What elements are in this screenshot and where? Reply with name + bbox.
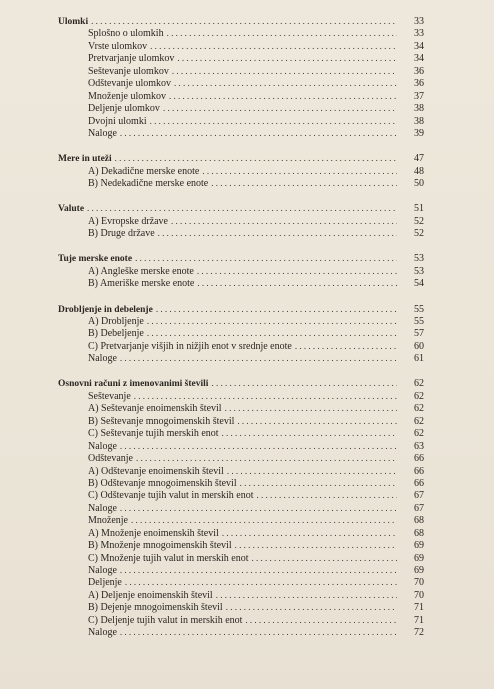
toc-entry [58,514,424,526]
dot-leader [245,614,397,626]
toc-entry-label: A) Seštevanje enoimenskih števil [88,403,222,415]
toc-page-number: 51 [414,203,424,215]
toc-section-heading [58,377,424,389]
dot-leader [174,77,397,89]
toc-page-number: 38 [414,115,424,127]
toc-entry-label: Tuje merske enote [58,254,133,265]
toc-entry [58,589,424,601]
toc-page-number: 62 [414,415,424,427]
toc-page-number: 55 [414,315,424,327]
toc-entry [58,165,424,177]
toc-entry [58,440,424,452]
toc-entry-label: Drobljenje in debelenje [58,304,153,315]
toc-entry-label: Naloge [88,502,117,514]
toc-entry-label: B) Seštevanje mnogoimenskih števil [88,415,235,427]
toc-section-heading [58,252,424,264]
toc-entry-label: Deljenje ulomkov [88,103,160,115]
toc-entry-label: A) Angleške merske enote [88,265,194,277]
toc-entry [58,527,424,539]
toc-entry [58,27,424,39]
toc-page-number: 63 [414,440,424,452]
dot-leader [211,377,397,389]
toc-entry-label: Mere in uteži [58,154,112,165]
toc-entry-label: C) Pretvarjanje višjih in nižjih enot v srednje enote [88,340,292,352]
toc-entry [58,402,424,414]
toc-entry [58,215,424,227]
toc-entry [58,427,424,439]
toc-entry-label: Seštevanje ulomkov [88,65,169,77]
dot-leader [87,202,397,214]
toc-entry [58,327,424,339]
toc-entry [58,227,424,239]
dot-leader [125,576,397,588]
dot-leader [222,427,397,439]
dot-leader [240,477,397,489]
dot-leader [252,552,397,564]
toc-page-number: 36 [414,78,424,90]
toc-page-number: 71 [414,614,424,626]
toc-entry-label: A) Drobljenje [88,315,144,327]
toc-page-number: 48 [414,165,424,177]
toc-entry [58,277,424,289]
toc-entry-label: Odštevanje ulomkov [88,78,172,90]
toc-page-number: 55 [414,303,424,315]
toc-page-number: 54 [414,278,424,290]
toc-entry [58,390,424,402]
toc-entry-label: B) Dejenje mnogoimenskih števil [88,602,223,614]
toc-page-number: 60 [414,340,424,352]
toc-page-number: 72 [414,627,424,639]
toc-entry-label: Splošno o ulomkih [88,28,164,40]
dot-leader [257,489,397,501]
toc-page-number: 66 [414,465,424,477]
toc-page-number: 70 [414,589,424,601]
toc-page-number: 71 [414,602,424,614]
toc-entry-label: B) Druge države [88,228,155,240]
dot-leader [91,15,397,27]
toc-entry-label: A) Dekadične merske enote [88,165,200,177]
toc-entry-label: B) Množenje mnogoimenskih števil [88,540,232,552]
toc-entry-label: Množenje ulomkov [88,90,167,102]
toc-entry [58,614,424,626]
dot-leader [172,65,397,77]
toc-section-heading [58,15,424,27]
toc-page-number: 53 [414,253,424,265]
toc-entry-label: Naloge [88,353,117,365]
toc-page-number: 69 [414,552,424,564]
toc-entry-label: B) Ameriške merske enote [88,278,195,290]
toc-entry [58,52,424,64]
dot-leader [222,527,397,539]
toc-entry [58,465,424,477]
toc-page-number: 62 [414,378,424,390]
dot-leader [150,40,397,52]
toc-entry [58,601,424,613]
toc-entry [58,77,424,89]
toc-entry-label: Odštevanje [88,453,133,465]
toc-page-number: 69 [414,565,424,577]
toc-page-number: 62 [414,428,424,440]
dot-leader [120,352,397,364]
toc-page-number: 34 [414,40,424,52]
dot-leader [197,265,397,277]
toc-entry-label: Pretvarjanje ulomkov [88,53,175,65]
toc-section-heading [58,202,424,214]
toc-entry [58,90,424,102]
dot-leader [169,90,397,102]
dot-leader [158,227,397,239]
dot-leader [120,502,397,514]
dot-leader [197,277,397,289]
toc-entry-label: Naloge [88,565,117,577]
toc-entry-label: Seštevanje [88,390,131,402]
toc-page-number: 52 [414,215,424,227]
toc-entry [58,477,424,489]
toc-entry [58,489,424,501]
toc-page-number: 38 [414,103,424,115]
table-of-contents [58,15,424,639]
toc-entry-label: C) Množenje tujih valut in merskih enot [88,552,249,564]
toc-entry [58,576,424,588]
toc-entry-label: B) Nedekadične merske enote [88,178,209,190]
toc-entry [58,265,424,277]
toc-entry [58,452,424,464]
toc-page-number: 53 [414,265,424,277]
toc-page-number: 69 [414,540,424,552]
dot-leader [120,127,397,139]
dot-leader [120,564,397,576]
toc-entry-label: Ulomki [58,17,89,27]
dot-leader [177,52,397,64]
dot-leader [115,152,397,164]
dot-leader [225,402,397,414]
toc-entry [58,340,424,352]
toc-page-number: 62 [414,390,424,402]
dot-leader [227,465,397,477]
toc-entry-label: C) Deljenje tujih valut in merskih enot [88,614,243,626]
toc-page-number: 50 [414,178,424,190]
toc-page-number: 70 [414,577,424,589]
toc-entry [58,552,424,564]
toc-entry-label: A) Množenje enoimenskih števil [88,527,219,539]
toc-page-number: 34 [414,53,424,65]
dot-leader [237,415,397,427]
toc-entry-label: B) Debeljenje [88,328,144,340]
toc-entry [58,102,424,114]
toc-entry [58,415,424,427]
toc-page-number: 57 [414,328,424,340]
toc-section-heading [58,303,424,315]
toc-entry-label: Valute [58,204,85,215]
dot-leader [211,177,397,189]
toc-page-number: 36 [414,65,424,77]
toc-page-number: 61 [414,353,424,365]
toc-page-number: 67 [414,502,424,514]
dot-leader [134,390,397,402]
dot-leader [136,452,397,464]
toc-page-number: 68 [414,527,424,539]
toc-entry-label: B) Odštevanje mnogoimenskih števil [88,477,237,489]
toc-page-number: 52 [414,228,424,240]
toc-page-number: 62 [414,403,424,415]
toc-entry [58,626,424,638]
toc-entry [58,40,424,52]
toc-entry-label: A) Deljenje enoimenskih števil [88,589,213,601]
dot-leader [167,27,397,39]
toc-page-number: 67 [414,490,424,502]
toc-entry [58,177,424,189]
dot-leader [295,340,397,352]
toc-entry-label: A) Evropske države [88,215,168,227]
dot-leader [163,102,397,114]
toc-section-heading [58,152,424,164]
dot-leader [135,252,397,264]
toc-entry-label: Naloge [88,127,117,139]
toc-page-number: 68 [414,515,424,527]
dot-leader [226,601,397,613]
toc-page-number: 66 [414,477,424,489]
toc-entry [58,115,424,127]
dot-leader [120,440,397,452]
dot-leader [156,303,397,315]
toc-entry [58,502,424,514]
dot-leader [216,589,397,601]
toc-entry-label: Dvojni ulomki [88,115,147,127]
toc-entry-label: Naloge [88,627,117,639]
dot-leader [131,514,397,526]
toc-entry-label: Osnovni računi z imenovanimi števili [58,379,209,390]
toc-entry-label: Naloge [88,440,117,452]
toc-entry-label: Deljenje [88,577,122,589]
toc-entry [58,539,424,551]
dot-leader [171,215,397,227]
toc-entry [58,65,424,77]
toc-page-number: 39 [414,127,424,139]
toc-entry-label: Vrste ulomkov [88,40,148,52]
toc-entry [58,315,424,327]
toc-entry [58,127,424,139]
toc-entry [58,564,424,576]
toc-entry-label: A) Odštevanje enoimenskih števil [88,465,224,477]
toc-page-number: 33 [414,16,424,27]
dot-leader [235,539,397,551]
toc-entry-label: C) Odštevanje tujih valut in merskih enot [88,490,254,502]
toc-entry-label: Množenje [88,515,128,527]
toc-entry [58,352,424,364]
dot-leader [150,115,397,127]
toc-page-number: 66 [414,453,424,465]
toc-page-number: 37 [414,90,424,102]
dot-leader [202,165,397,177]
toc-page-number: 33 [414,28,424,40]
dot-leader [147,327,397,339]
dot-leader [147,315,397,327]
toc-page-number: 47 [414,153,424,165]
toc-entry-label: C) Seštevanje tujih merskih enot [88,428,219,440]
dot-leader [120,626,397,638]
